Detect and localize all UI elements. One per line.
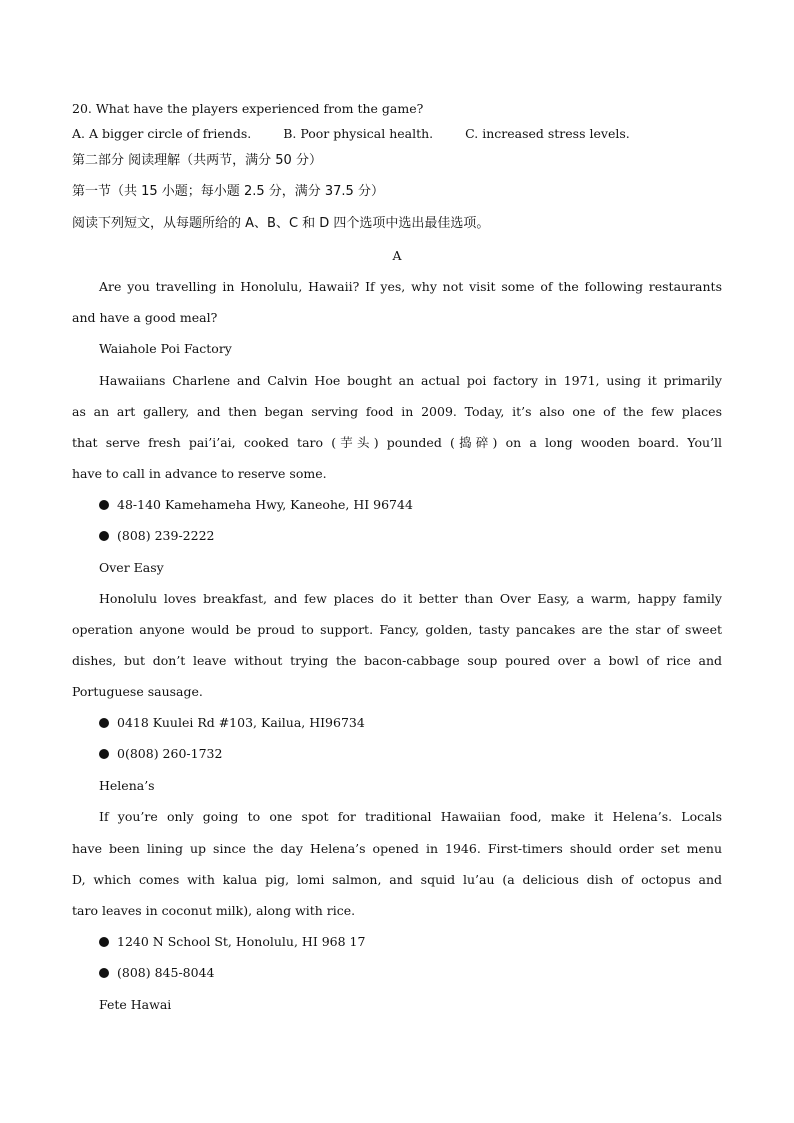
option-b: B. Poor physical health. [283,126,434,141]
bullet-icon [99,749,109,759]
phone-item [99,746,222,762]
address-text: 0418 Kuulei Rd #103, Kailua, HI96734 [117,715,365,730]
restaurant-name-helenas: Helena’s [99,778,155,793]
paragraph-line: Honolulu loves breakfast, and few places do it better than Over Easy, a warm, happy family [99,591,722,606]
paragraph-line: Portuguese sausage. [72,684,203,699]
bullet-icon [99,968,109,978]
paragraph-line: have been lining up since the day Helena’s opened in 1946. First-timers should order set menu [72,841,722,856]
section-header: 第二部分 阅读理解（共两节，满分 50 分） [72,153,322,168]
intro-line-1: Are you travelling in Honolulu, Hawaii? If yes, why not visit some of the following restaurants [99,279,722,294]
bullet-icon [99,500,109,510]
question-20-stem: 20. What have the players experienced from the game? [72,101,424,116]
paragraph-line: dishes, but don’t leave without trying the bacon-cabbage soup poured over a bowl of rice and [72,653,722,668]
phone-text: (808) 239-2222 [117,528,215,543]
paragraph-line: that serve fresh pai’i’ai, cooked taro (芋头) pounded (捣碎) on a long wooden board. You’ll [72,435,722,450]
phone-text: (808) 845-8044 [117,965,215,980]
address-text: 48-140 Kamehameha Hwy, Kaneohe, HI 96744 [117,497,413,512]
paragraph-line: If you’re only going to one spot for traditional Hawaiian food, make it Helena’s. Locals [99,809,722,824]
instruction: 阅读下列短文，从每题所给的 A、B、C 和 D 四个选项中选出最佳选项。 [72,216,490,231]
paragraph-line: as an art gallery, and then began serving food in 2009. Today, it’s also one of the few places [72,404,722,419]
phone-text: 0(808) 260-1732 [117,746,223,761]
bullet-icon [99,531,109,541]
address-item [99,934,365,950]
question-20-options [72,126,630,142]
paragraph-line: Hawaiians Charlene and Calvin Hoe bought an actual poi factory in 1971, using it primarily [99,373,722,388]
phone-item [99,528,214,544]
option-a: A. A bigger circle of friends. [72,126,252,141]
paragraph-line: operation anyone would be proud to support. Fancy, golden, tasty pancakes are the star of sweet [72,622,722,637]
paragraph-line: have to call in advance to reserve some. [72,466,327,481]
subsection-header: 第一节（共 15 小题；每小题 2.5 分，满分 37.5 分） [72,184,384,199]
paragraph-line: D, which comes with kalua pig, lomi salmon, and squid lu’au (a delicious dish of octopus and [72,872,722,887]
bullet-icon [99,937,109,947]
option-c: C. increased stress levels. [465,126,630,141]
restaurant-name-over-easy: Over Easy [99,560,164,575]
restaurant-name-fete-hawai: Fete Hawai [99,997,172,1012]
restaurant-name-waiahole: Waiahole Poi Factory [99,341,232,356]
paragraph-line: taro leaves in coconut milk), along with rice. [72,903,356,918]
address-item [99,715,365,731]
address-text: 1240 N School St, Honolulu, HI 968 17 [117,934,366,949]
intro-line-2: and have a good meal? [72,310,218,325]
bullet-icon [99,718,109,728]
phone-item [99,965,214,981]
address-item [99,497,413,513]
passage-label: A [392,248,402,263]
